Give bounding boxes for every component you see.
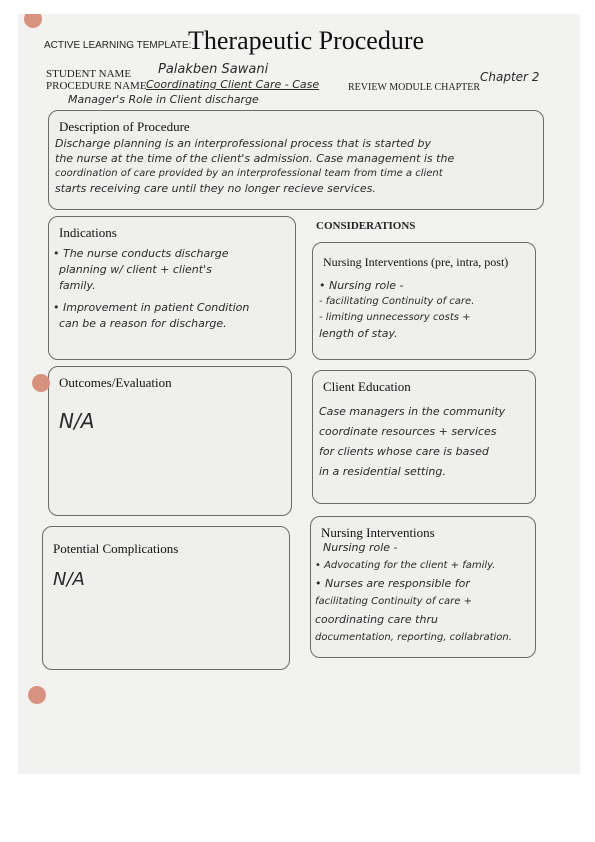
student-name-label: STUDENT NAME <box>46 68 132 80</box>
client-education-box <box>312 370 536 504</box>
nursing-interventions-pre-title: Nursing Interventions (pre, intra, post) <box>323 255 509 269</box>
nursing-interventions-title: Nursing Interventions <box>321 525 435 540</box>
nursing-interventions-pre-line: • Nursing role - <box>319 279 404 292</box>
indications-title: Indications <box>59 225 117 240</box>
indications-line: planning w/ client + client's <box>59 263 212 276</box>
nursing-interventions-pre-box <box>312 242 536 360</box>
punch-hole-middle <box>32 374 50 392</box>
indications-line: • The nurse conducts discharge <box>53 247 229 260</box>
nursing-interventions-line: • Advocating for the client + family. <box>315 560 496 571</box>
nursing-interventions-line: facilitating Continuity of care + <box>315 596 472 607</box>
nursing-interventions-line: Nursing role - <box>323 541 398 554</box>
complications-title: Potential Complications <box>53 541 179 556</box>
nursing-interventions-pre-line: - facilitating Continuity of care. <box>319 296 475 307</box>
outcomes-box <box>48 366 292 516</box>
review-module-value: Chapter 2 <box>480 70 540 84</box>
punch-hole-top <box>24 14 42 28</box>
procedure-name-value-line1: Coordinating Client Care - Case <box>146 78 320 91</box>
worksheet-page <box>18 14 580 774</box>
student-name-value: Palakben Sawani <box>158 62 269 77</box>
nursing-interventions-pre-line: length of stay. <box>319 327 398 340</box>
description-box <box>48 110 544 210</box>
nursing-interventions-box <box>310 516 536 658</box>
description-line: Discharge planning is an interprofessional process that is started by <box>55 137 432 150</box>
indications-line: family. <box>59 279 96 292</box>
nursing-interventions-line: documentation, reporting, collabration. <box>315 632 512 643</box>
client-education-line: in a residential setting. <box>319 465 446 478</box>
nursing-interventions-line: • Nurses are responsible for <box>315 577 470 590</box>
template-label: ACTIVE LEARNING TEMPLATE: <box>44 40 192 51</box>
nursing-interventions-line: coordinating care thru <box>315 613 438 626</box>
client-education-title: Client Education <box>323 379 411 394</box>
indications-line: can be a reason for discharge. <box>59 317 227 330</box>
outcomes-title: Outcomes/Evaluation <box>59 375 172 390</box>
description-line: coordination of care provided by an interprofessional team from time a client <box>55 168 443 179</box>
template-title: Therapeutic Procedure <box>188 26 425 55</box>
complications-value: N/A <box>53 569 85 590</box>
description-title: Description of Procedure <box>59 119 190 134</box>
nursing-interventions-pre-line: - limiting unnecessory costs + <box>319 312 471 323</box>
description-line: the nurse at the time of the client's admission. Case management is the <box>55 152 455 165</box>
review-module-label: REVIEW MODULE CHAPTER <box>348 82 481 93</box>
punch-hole-bottom <box>28 686 46 704</box>
complications-box <box>42 526 290 670</box>
indications-box <box>48 216 296 360</box>
description-line: starts receiving care until they no longer recieve services. <box>55 182 376 195</box>
considerations-label: CONSIDERATIONS <box>316 220 416 232</box>
client-education-line: Case managers in the community <box>319 405 506 418</box>
procedure-name-label: PROCEDURE NAME <box>46 80 147 92</box>
indications-line: • Improvement in patient Condition <box>53 301 250 314</box>
client-education-line: for clients whose care is based <box>319 445 489 458</box>
procedure-name-value-line2: Manager's Role in Client discharge <box>68 93 259 106</box>
client-education-line: coordinate resources + services <box>319 425 497 438</box>
outcomes-value: N/A <box>59 409 95 433</box>
